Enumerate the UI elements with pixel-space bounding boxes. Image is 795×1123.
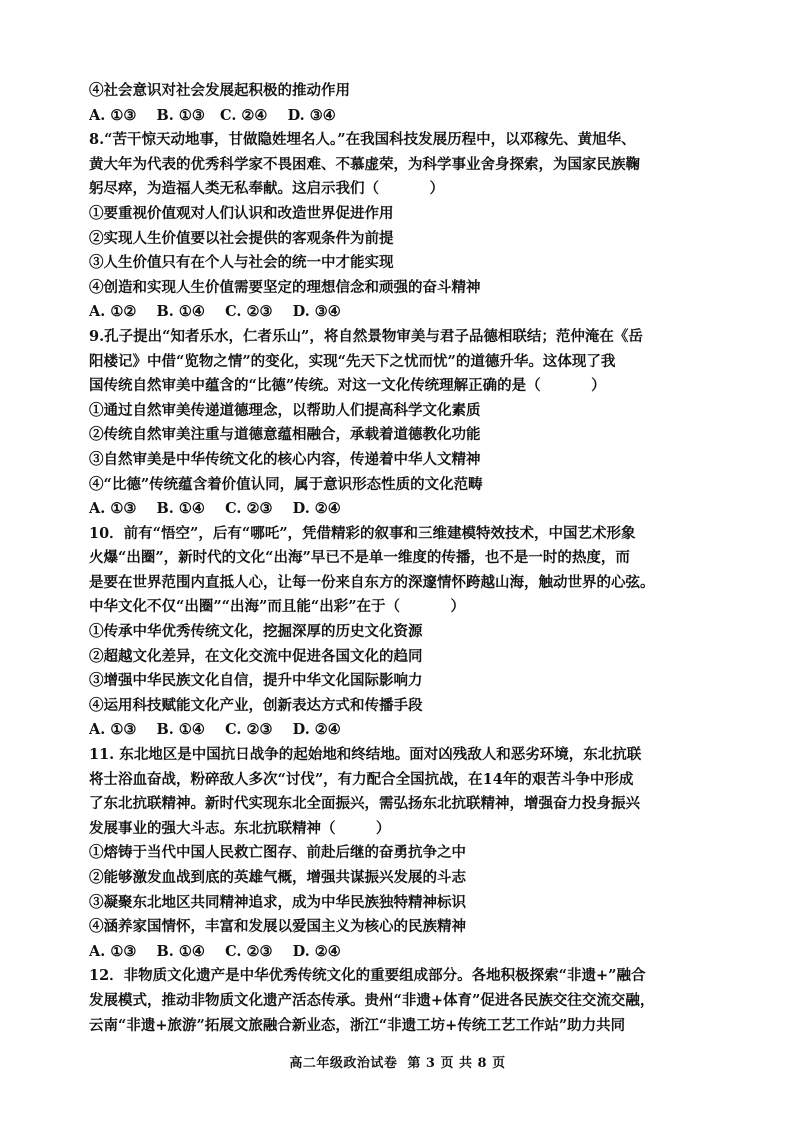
question-8-stem: 8.“苦干惊天动地事，甘做隐姓埋名人。”在我国科技发展历程中，以邓稼先、黄旭华、 [89, 131, 636, 149]
option-line: ③人生价值只有在个人与社会的统一中才能实现 [89, 254, 394, 272]
option-line: ④“比德”传统蕴含着价值认同，属于意识形态性质的文化范畴 [89, 475, 483, 493]
option-line: ①通过自然审美传递道德理念，以帮助人们提高科学文化素质 [89, 401, 481, 419]
question-11-stem: 将士浴血奋战，粉碎敌人多次“讨伐”，有力配合全国抗战，在14年的艰苦斗争中形成 [89, 770, 634, 788]
option-line: ②超越文化差异，在文化交流中促进各国文化的趋同 [89, 647, 423, 665]
question-11-stem: 发展事业的强大斗志。东北抗联精神（ ） [89, 819, 391, 837]
question-12-stem: 12．非物质文化遗产是中华优秀传统文化的重要组成部分。各地积极探索“非遗+”融合 [89, 967, 646, 985]
answer-choices: A. ①③ B. ①④ C. ②③ D. ②④ [89, 500, 341, 518]
option-line: ③自然审美是中华传统文化的核心内容，传递着中华人文精神 [89, 450, 481, 468]
question-10-stem: 10．前有“悟空”，后有“哪吒”，凭借精彩的叙事和三维建模特效技术，中国艺术形象 [89, 524, 636, 542]
question-11-stem: 了东北抗联精神。新时代实现东北全面振兴，需弘扬东北抗联精神，增强奋力投身振兴 [89, 795, 640, 813]
page-footer: 高二年级政治试卷 第 3 页 共 8 页 [289, 1056, 506, 1071]
option-line: ①要重视价值观对人们认识和改造世界促进作用 [89, 204, 394, 222]
exam-page [89, 79, 705, 1038]
option-line: ②能够激发血战到底的英雄气概，增强共谋振兴发展的斗志 [89, 869, 466, 886]
option-line: ③凝聚东北地区共同精神追求，成为中华民族独特精神标识 [89, 893, 466, 911]
option-line: ②传统自然审美注重与道德意蕴相融合，承载着道德教化功能 [89, 426, 481, 444]
option-line: ②实现人生价值要以社会提供的客观条件为前提 [89, 229, 394, 247]
question-9-stem: 9.孔子提出“知者乐水，仁者乐山”，将自然景物审美与君子品德相联结；范仲淹在《岳 [89, 327, 643, 345]
option-line: ①熔铸于当代中国人民救亡图存、前赴后继的奋勇抗争之中 [89, 844, 466, 862]
answer-choices: A. ①② B. ①④ C. ②③ D. ③④ [89, 303, 341, 321]
question-12-stem: 发展模式，推动非物质文化遗产活态传承。贵州“非遗+体育”促进各民族交往交流交融， [89, 991, 655, 1009]
option-line: ④运用科技赋能文化产业，创新表达方式和传播手段 [89, 696, 423, 714]
option-line: ③增强中华民族文化自信，提升中华文化国际影响力 [89, 672, 423, 690]
question-10-stem: 是要在世界范围内直抵人心，让每一份来自东方的深邃情怀跨越山海，触动世界的心弦。 [89, 573, 655, 591]
question-8-stem: 黄大年为代表的优秀科学家不畏困难、不慕虚荣，为科学事业舍身探索，为国家民族鞠 [89, 155, 640, 173]
question-12-stem: 云南“非遗+旅游”拓展文旅融合新业态，浙江“非遗工坊+传统工艺工作站”助力共同 [89, 1016, 626, 1034]
answer-choices: A. ①③ B. ①④ C. ②③ D. ②④ [89, 721, 341, 739]
option-line: ④涵养家国情怀，丰富和发展以爱国主义为核心的民族精神 [89, 918, 466, 936]
question-10-stem: 火爆“出圈”，新时代的文化“出海”早已不是单一维度的传播，也不是一时的热度，而 [89, 549, 630, 567]
question-11-stem: 11. 东北地区是中国抗日战争的起始地和终结地。面对凶残敌人和恶劣环境，东北抗联 [89, 746, 642, 764]
question-8-stem: 躬尽瘁，为造福人类无私奉献。这启示我们（ ） [89, 180, 444, 198]
question-10-stem: 中华文化不仅“出圈”“出海”而且能“出彩”在于（ ） [89, 598, 466, 616]
option-line: ④社会意识对社会发展起积极的推动作用 [89, 82, 350, 99]
option-line: ①传承中华优秀传统文化，挖掘深厚的历史文化资源 [89, 623, 423, 641]
question-9-stem: 国传统自然审美中蕴含的“比德”传统。对这一文化传统理解正确的是（ ） [89, 377, 606, 395]
question-9-stem: 阳楼记》中借“览物之情”的变化，实现“先天下之忧而忧”的道德升华。这体现了我 [89, 352, 616, 370]
answer-choices: A. ①③ B. ①④ C. ②③ D. ②④ [89, 942, 341, 960]
answer-choices: A. ①③ B. ①③ C. ②④ D. ③④ [89, 106, 336, 124]
option-line: ④创造和实现人生价值需要坚定的理想信念和顽强的奋斗精神 [89, 278, 481, 296]
